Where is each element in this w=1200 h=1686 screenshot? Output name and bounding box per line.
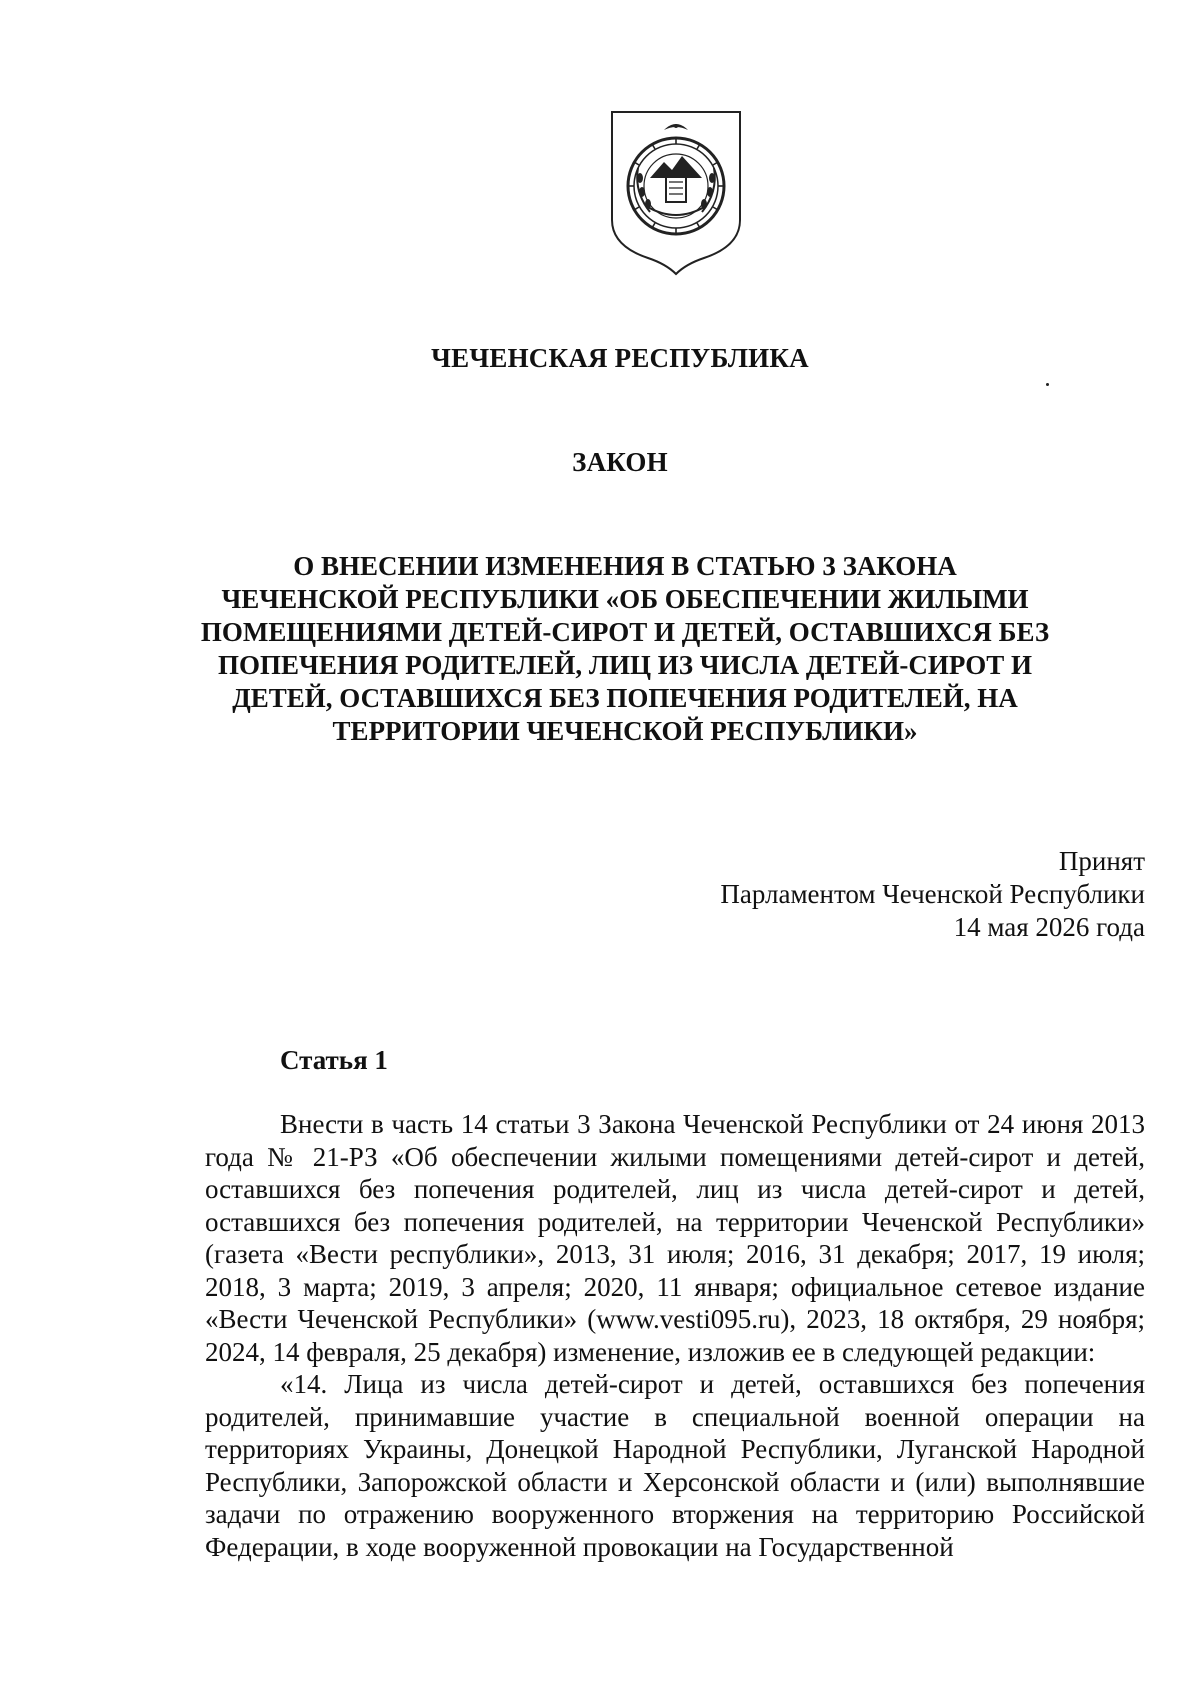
republic-heading: ЧЕЧЕНСКАЯ РЕСПУБЛИКА — [431, 343, 809, 373]
adoption-body: Парламентом Чеченской Республики — [720, 879, 1145, 909]
law-title-line: ПОПЕЧЕНИЯ РОДИТЕЛЕЙ, ЛИЦ ИЗ ЧИСЛА ДЕТЕЙ-СИРОТ И — [217, 650, 1033, 680]
law-title-line: ЧЕЧЕНСКОЙ РЕСПУБЛИКИ «ОБ ОБЕСПЕЧЕНИИ ЖИЛЫМИ — [221, 584, 1029, 614]
law-title-line: О ВНЕСЕНИИ ИЗМЕНЕНИЯ В СТАТЬЮ 3 ЗАКОНА — [293, 551, 957, 581]
law-title-line: ДЕТЕЙ, ОСТАВШИХСЯ БЕЗ ПОПЕЧЕНИЯ РОДИТЕЛЕЙ, НА — [232, 683, 1018, 713]
article-paragraph: Внести в часть 14 статьи 3 Закона Чеченской Республики от 24 июня 2013 года № 21-РЗ «Об обеспечении жилыми помещениями детей-сирот и детей, оставшихся без попечения родителей, лиц из числа детей-сирот и детей, оставшихся без попечения родителей, на территории Чеченской Республики» (газета «Вести республики», 2013, 31 июля; 2016, 31 декабря; 2017, 19 июля; 2018, 3 марта; 2019, 3 апреля; 2020, 11 января; официальное сетевое издание «Вести Чеченской Республики» (www.vesti095.ru), 2023, 18 октября, 29 ноября; 2024, 14 февраля, 25 декабря) изменение, изложив ее в следующей редакции: — [205, 1109, 1145, 1367]
article-heading: Статья 1 — [280, 1045, 388, 1075]
document-type-heading: ЗАКОН — [572, 447, 668, 477]
article-body — [205, 1108, 1145, 1563]
article-paragraph: «14. Лица из числа детей-сирот и детей, оставшихся без попечения родителей, принимавшие участие в специальной военной операции на территориях Украины, Донецкой Народной Республики, Луганской Народной Республики, Запорожской области и Херсонской области и (или) выполнявшие задачи по отражению вооруженного вторжения на территорию Российской Федерации, в ходе вооруженной провокации на Государственной — [205, 1369, 1145, 1562]
chechen-republic-coat-of-arms-icon — [606, 108, 746, 276]
scan-speck — [1046, 383, 1049, 386]
adoption-block — [720, 845, 1145, 944]
law-title — [180, 550, 1070, 748]
adoption-status: Принят — [1058, 846, 1145, 876]
law-title-line: ПОМЕЩЕНИЯМИ ДЕТЕЙ-СИРОТ И ДЕТЕЙ, ОСТАВШИХСЯ БЕЗ — [200, 617, 1050, 647]
law-title-line: ТЕРРИТОРИИ ЧЕЧЕНСКОЙ РЕСПУБЛИКИ» — [332, 716, 918, 746]
adoption-date: 14 мая 2026 года — [953, 912, 1145, 942]
